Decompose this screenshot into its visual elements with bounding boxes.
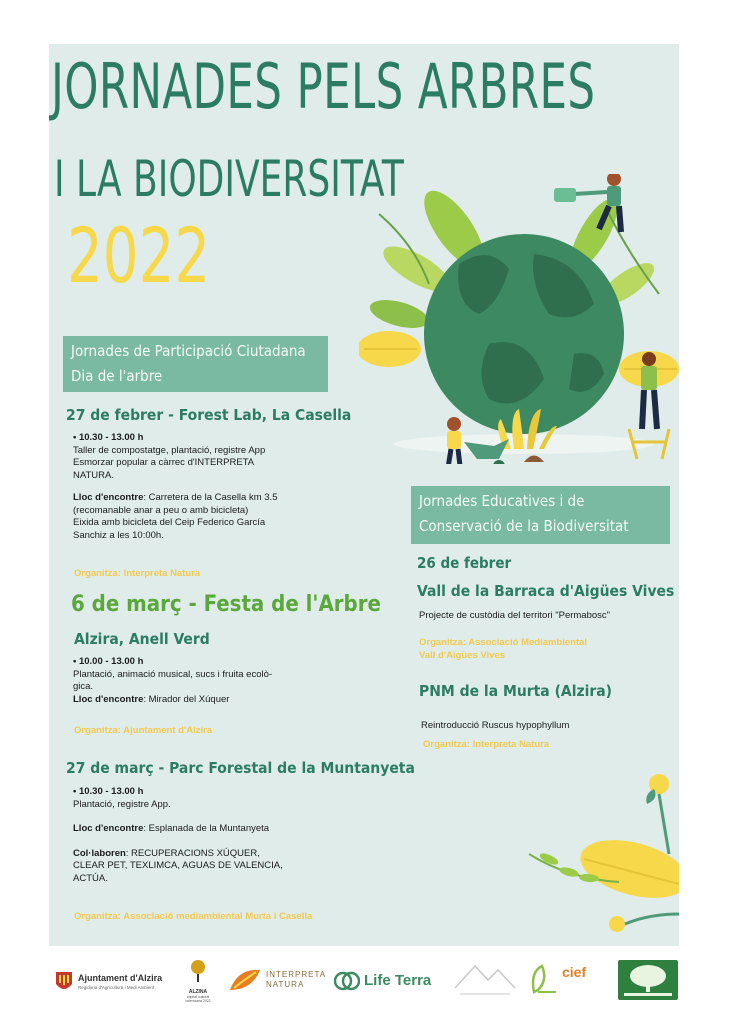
event3-collab-label: Col·laboren: [73, 847, 126, 859]
event1-meet3: Eixida amb bicicleta del Ceip Federico García: [73, 517, 266, 528]
right-event1-org2: Vall d'Aigües Vives: [419, 650, 506, 661]
cief-name: cief: [562, 964, 587, 980]
event2-meet: [73, 694, 343, 707]
banner-participacio-line1: Jornades de Participació Ciutadana: [71, 342, 306, 360]
alzina-name: ALZINA: [188, 989, 208, 995]
banner-participacio: [63, 336, 328, 392]
title-line-2: I LA BIODIVERSITAT: [54, 150, 404, 208]
event1-meet-value: : Carretera de la Casella km 3.5: [143, 492, 278, 503]
event1-body: [73, 432, 343, 542]
logo-mountains: [450, 958, 520, 998]
earth-illustration: [359, 174, 679, 464]
interpreta-text-2: NATURA: [266, 980, 305, 989]
ajuntament-shield-icon: [54, 970, 74, 994]
event3-desc1: Plantació, registre App.: [73, 798, 171, 810]
cief-icon: [528, 962, 558, 996]
banner-educatives-line1: Jornades Educatives i de: [419, 492, 585, 510]
event3-meet-value: : Esplanada de la Muntanyeta: [143, 823, 270, 834]
right-event1-place: Vall de la Barraca d'Aigües Vives: [417, 582, 675, 600]
event3-collab-value: : RECUPERACIONS XÚQUER,: [125, 847, 260, 859]
event3-time: • 10.30 - 13.00 h: [73, 786, 144, 797]
event1-time: • 10.30 - 13.00 h: [73, 432, 144, 443]
banner-participacio-line2: Dia de l'arbre: [71, 367, 163, 385]
decorative-leaves-bottom: [519, 764, 679, 946]
event3-meet: [73, 823, 343, 836]
event2-subheading: Alzira, Anell Verd: [74, 630, 210, 648]
event3-collab2: CLEAR PET, TEXLIMCA, AGUAS DE VALENCIA,: [73, 860, 283, 871]
right-event1-org1: Organitza: Associació Mediambiental: [419, 637, 588, 648]
event1-desc3: NATURA.: [73, 469, 114, 481]
mountains-icon: [450, 958, 520, 998]
event2-time: • 10.00 - 13.00 h: [73, 656, 144, 667]
event1-meet2: (recomanable anar a peu o amb bicicleta): [73, 504, 249, 516]
event2-heading: 6 de març - Festa de l'Arbre: [71, 592, 381, 617]
event3-body: [73, 786, 343, 885]
event2-desc1: Plantació, animació musical, sucs i fruita ecolò-: [73, 668, 273, 680]
event1-desc2: Esmorzar popular a càrrec d'INTERPRETA: [73, 457, 255, 468]
right-event2-place: PNM de la Murta (Alzira): [419, 682, 613, 700]
event1-meet-label: Lloc d'encontre: [73, 492, 144, 503]
right-event1-org: [419, 636, 587, 662]
poster: [49, 44, 679, 946]
event1-heading: 27 de febrer - Forest Lab, La Casella: [66, 406, 352, 424]
event1-desc1: Taller de compostatge, plantació, registre App: [73, 444, 266, 456]
tree-icon: [618, 960, 678, 1000]
event2-body: [73, 656, 343, 706]
event3-org: Organitza: Associació mediambiental Murta i Casella: [74, 911, 313, 922]
title-year: 2022: [67, 211, 211, 300]
event2-org: Organitza: Ajuntament d'Alzira: [74, 725, 213, 736]
logo-murta-casella: [618, 960, 678, 1000]
banner-educatives: [411, 486, 670, 544]
event2-desc2: gica.: [73, 681, 94, 692]
ajuntament-sub: Regidoria d'Agricultura i Medi Ambient: [78, 985, 155, 990]
right-event1-date: 26 de febrer: [417, 554, 512, 572]
lifeterra-name: Life Terra: [364, 972, 432, 989]
banner-educatives-line2: Conservació de la Biodiversitat: [419, 517, 629, 535]
right-event2-org: Organitza: Interpreta Natura: [423, 739, 550, 750]
alzina-icon: [186, 958, 210, 984]
event1-meet4: Sanchiz a les 10:00h.: [73, 529, 164, 541]
interpreta-leaf-icon: [228, 966, 262, 994]
globe: [424, 234, 624, 434]
event3-collab: [73, 848, 343, 861]
ajuntament-name: Ajuntament d'Alzira: [78, 973, 163, 983]
event1-meet: [73, 492, 343, 505]
lifeterra-icon: [334, 970, 360, 992]
event1-org: Organitza: Interpreta Natura: [74, 568, 201, 579]
alzina-sub: capital cultural valenciana 2022: [185, 995, 211, 1003]
interpreta-text-1: INTERPRETA: [266, 970, 327, 979]
event2-meet-value: : Mirador del Xúquer: [143, 693, 230, 705]
logo-alzina: [178, 958, 218, 1003]
event3-meet-label: Lloc d'encontre: [73, 823, 144, 834]
event2-meet-label: Lloc d'encontre: [73, 693, 144, 705]
title-line-1: JORNADES PELS ARBRES: [51, 50, 596, 123]
logos-footer: [0, 952, 729, 1024]
event3-collab3: ACTÚA.: [73, 872, 108, 884]
right-event1-desc: Projecte de custòdia del territori "Permabosc": [419, 610, 611, 621]
event3-heading: 27 de març - Parc Forestal de la Muntanyeta: [66, 759, 415, 777]
right-event2-desc: Reintroducció Ruscus hypophyllum: [421, 720, 570, 731]
